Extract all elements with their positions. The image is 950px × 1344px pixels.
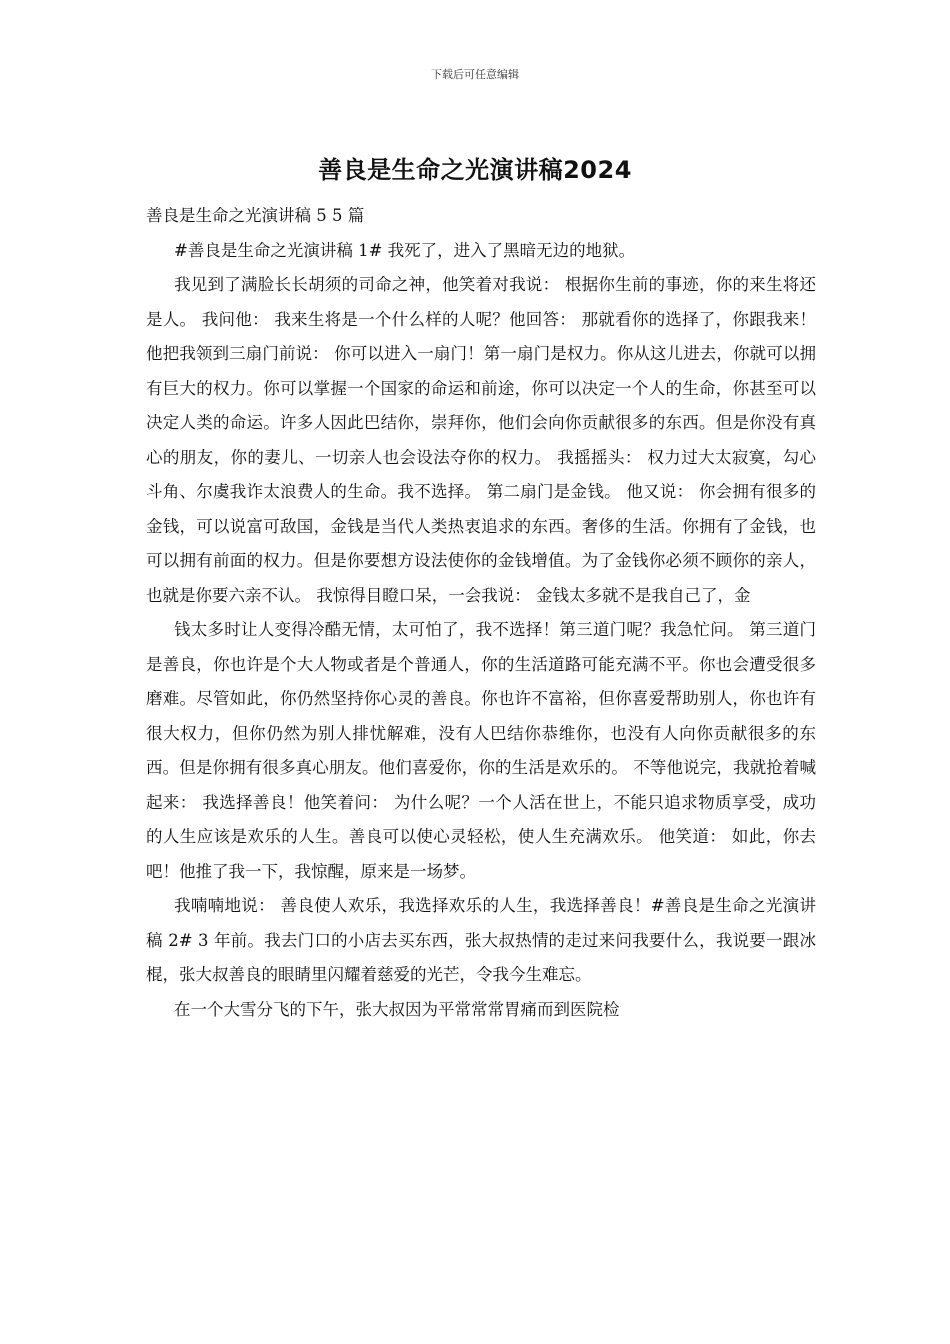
document-body xyxy=(146,199,816,1027)
paragraph-2: 我见到了满脸长长胡须的司命之神，他笑着对我说： 根据你生前的事迹，你的来生将还是人。 我问他： 我来生将是一个什么样的人呢？他回答： 那就看你的选择了，你跟我来！他把我领到三扇门前说： 你可以进入一扇门！第一扇门是权力。你从这儿进去，你就可以拥有巨大的权力。你可以掌握一个国家的命运和前途，你可以决定一个人的生命，你甚至可以决定人类的命运。许多人因此巴结你，崇拜你，他们会向你贡献很多的东西。但是你没有真心的朋友，你的妻儿、一切亲人也会设法夺你的权力。 我摇摇头： 权力过大太寂寞，勾心斗角、尔虞我诈太浪费人的生命。我不选择。 第二扇门是金钱。 他又说： 你会拥有很多的金钱，可以说富可敌国，金钱是当代人类热衷追求的东西。奢侈的生活。你拥有了金钱，也可以拥有前面的权力。但是你要想方设法使你的金钱增值。为了金钱你必须不顾你的亲人，也就是你要六亲不认。 我惊得目瞪口呆，一会我说： 金钱太多就不是我自己了，金 xyxy=(146,275,816,605)
document-title: 善良是生命之光演讲稿2024 xyxy=(318,156,632,184)
paragraph-1: #善良是生命之光演讲稿 1# 我死了，进入了黑暗无边的地狱。 xyxy=(174,240,636,260)
paragraph-4: 我喃喃地说： 善良使人欢乐，我选择欢乐的人生，我选择善良！#善良是生命之光演讲稿 2# 3 年前。我去门口的小店去买东西，张大叔热情的走过来问我要什么，我说要一跟冰棍，张大叔善良的眼睛里闪耀着慈爱的光芒，令我今生难忘。 xyxy=(146,896,816,984)
document-subtitle: 善良是生命之光演讲稿 5 5 篇 xyxy=(146,206,365,225)
header-note: 下载后可任意编辑 xyxy=(431,68,519,81)
paragraph-3: 钱太多时让人变得冷酷无情，太可怕了，我不选择！第三道门呢？我急忙问。 第三道门是善良，你也许是个大人物或者是个普通人，你的生活道路可能充满不平。你也会遭受很多磨难。尽管如此，你仍然坚持你心灵的善良。你也许不富裕，但你喜爱帮助别人，你也许有很大权力，但你仍然为别人排忧解难，没有人巴结你恭维你，也没有人向你贡献很多的东西。但是你拥有很多真心朋友。他们喜爱你，你的生活是欢乐的。 不等他说完，我就抢着喊起来： 我选择善良！他笑着问： 为什么呢？一个人活在世上，不能只追求物质享受，成功的人生应该是欢乐的人生。善良可以使心灵轻松，使人生充满欢乐。 他笑道： 如此，你去吧！他推了我一下，我惊醒，原来是一场梦。 xyxy=(146,620,816,881)
paragraph-5: 在一个大雪分飞的下午，张大叔因为平常常常胃痛而到医院检 xyxy=(174,999,620,1019)
